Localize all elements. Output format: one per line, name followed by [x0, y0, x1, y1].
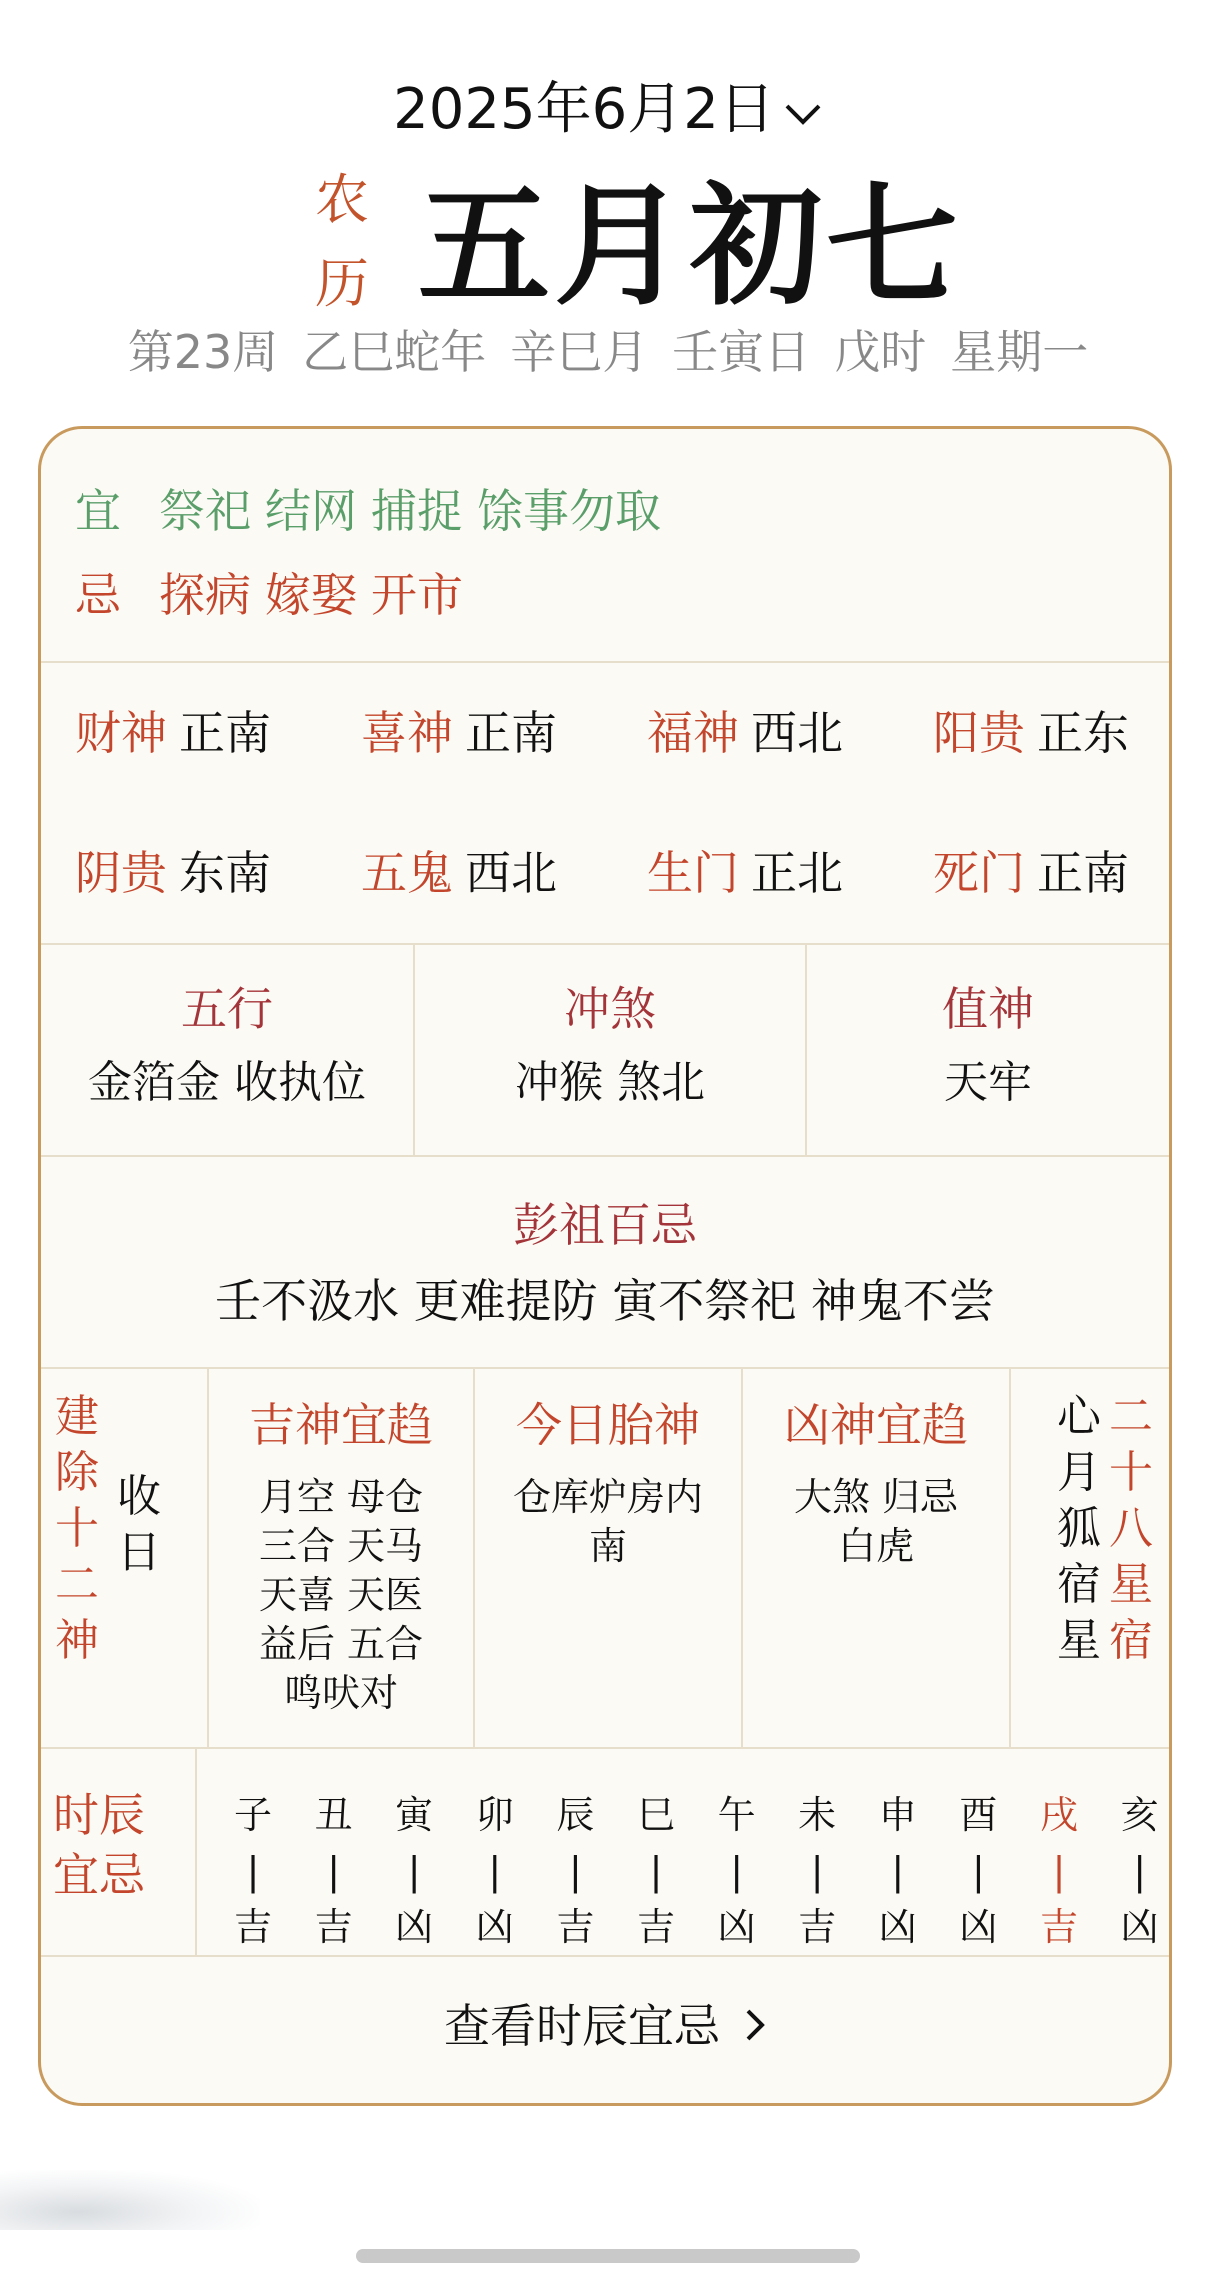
hour-branch: 丑 [314, 1793, 353, 1837]
hour-item-11 [1110, 1787, 1170, 1955]
hour-luck: 吉 [314, 1905, 353, 1949]
hours-label: 时辰 宜忌 [53, 1788, 145, 1902]
hour-item-5 [626, 1787, 686, 1955]
hour-separator: | [246, 1849, 260, 1893]
hour-item-7 [787, 1787, 847, 1955]
divider [413, 945, 415, 1155]
hour-separator: | [568, 1849, 582, 1893]
hour-luck: 凶 [475, 1905, 514, 1949]
hour-item-2 [384, 1787, 444, 1955]
divider [41, 1747, 1169, 1749]
hour-luck: 凶 [717, 1905, 756, 1949]
hour-luck: 吉 [798, 1905, 837, 1949]
ji-item: 开市 [371, 568, 463, 622]
mountain-decoration [0, 2170, 260, 2230]
ji-item: 探病 [159, 568, 251, 622]
hour-item-8 [868, 1787, 928, 1955]
pengzu-value: 壬不汲水 更难提防 寅不祭祀 神鬼不尝 [215, 1274, 995, 1328]
almanac-card [38, 426, 1172, 2106]
hour-branch: 戌 [1039, 1793, 1078, 1837]
ji-row [75, 565, 477, 625]
hour-branch: 巳 [636, 1793, 675, 1837]
week-number: 第23周 [127, 325, 279, 379]
hour-separator: | [407, 1849, 421, 1893]
divider [805, 945, 807, 1155]
lunar-label [308, 158, 376, 326]
hour-item-3 [465, 1787, 525, 1955]
god-wugui: 五鬼 西北 [361, 846, 557, 900]
jishen-list: 月空 母仓 三合 天马 天喜 天医 益后 五合 鸣吠对 [258, 1475, 424, 1715]
hour-branch: 子 [233, 1793, 272, 1837]
jianchu-value: 收 日 [117, 1471, 161, 1578]
yi-item: 结网 [265, 484, 357, 538]
chongsha-title: 冲煞 [564, 982, 656, 1036]
hour-luck: 凶 [878, 1905, 917, 1949]
hour-item-1 [304, 1787, 364, 1955]
hour-luck: 吉 [636, 1905, 675, 1949]
hour-separator: | [327, 1849, 340, 1893]
hour-ganzhi: 戊时 [834, 325, 927, 379]
chevron-down-icon[interactable] [783, 69, 823, 149]
hour-branch: 酉 [959, 1793, 998, 1837]
day-ganzhi: 壬寅日 [672, 325, 811, 379]
taishen-title: 今日胎神 [516, 1398, 700, 1452]
wuxing-value: 金箔金 收执位 [88, 1057, 366, 1108]
month-ganzhi: 辛巳月 [510, 325, 649, 379]
hour-separator: | [810, 1849, 824, 1893]
hour-item-9 [948, 1787, 1008, 1955]
ji-item: 嫁娶 [265, 568, 357, 622]
chongsha-value: 冲猴 煞北 [515, 1057, 705, 1108]
year-ganzhi: 乙巳蛇年 [302, 325, 487, 379]
hour-luck: 吉 [233, 1905, 272, 1949]
hour-separator: | [649, 1849, 663, 1893]
hour-branch: 午 [717, 1793, 756, 1837]
god-fushen: 福神 西北 [647, 706, 843, 760]
jishen-title: 吉神宜趋 [249, 1398, 433, 1452]
solar-date: 2025年6月2日 [393, 77, 775, 142]
hour-branch: 寅 [395, 1793, 434, 1837]
god-yanggui: 阳贵 正东 [933, 706, 1129, 760]
yi-item: 馀事勿取 [477, 484, 661, 538]
hour-item-0 [223, 1787, 283, 1955]
yi-row [75, 481, 675, 541]
xiongshen-list: 大煞 归忌 白虎 [793, 1475, 959, 1568]
ganzhi-row [0, 318, 1216, 386]
god-yingui: 阴贵 东南 [75, 846, 271, 900]
hour-branch: 未 [798, 1793, 837, 1837]
divider [41, 1155, 1169, 1157]
lunar-date: 五月初七 [418, 170, 962, 324]
xingxiu-value: 心 月 狐 宿 星 [1057, 1391, 1101, 1666]
xiongshen-title: 凶神宜趋 [784, 1398, 968, 1452]
hour-branch: 申 [878, 1793, 917, 1837]
zhishen-title: 值神 [942, 982, 1034, 1036]
divider [41, 1367, 1169, 1369]
chevron-right-icon [744, 1992, 766, 2062]
hour-item-6 [707, 1787, 767, 1955]
hour-branch: 亥 [1120, 1793, 1159, 1837]
hour-luck: 凶 [959, 1905, 998, 1949]
hour-branch: 辰 [556, 1793, 595, 1837]
yi-item: 祭祀 [159, 484, 251, 538]
xingxiu-label: 二 十 八 星 宿 [1109, 1391, 1153, 1666]
hour-separator: | [1052, 1849, 1066, 1893]
ji-label: 忌 [75, 568, 121, 622]
hour-separator: | [488, 1849, 502, 1893]
hour-item-4 [545, 1787, 605, 1955]
god-shengmen: 生门 正北 [647, 846, 843, 900]
god-simen: 死门 正南 [933, 846, 1129, 900]
hour-luck: 吉 [556, 1905, 595, 1949]
divider [41, 943, 1169, 945]
lunar-label-top: 农 [315, 168, 369, 231]
hour-luck: 吉 [1039, 1905, 1078, 1949]
date-picker[interactable] [0, 70, 1216, 150]
hour-separator: | [1133, 1849, 1146, 1893]
god-caishen: 财神 正南 [75, 706, 271, 760]
hour-item-10 [1029, 1787, 1089, 1955]
view-hours-button[interactable] [41, 1991, 1169, 2062]
divider [1009, 1369, 1011, 1747]
zhishen-value: 天牢 [944, 1057, 1032, 1108]
divider [41, 661, 1169, 663]
hour-luck: 凶 [395, 1905, 434, 1949]
hour-separator: | [891, 1849, 905, 1893]
wuxing-title: 五行 [181, 982, 273, 1036]
hour-separator: | [971, 1849, 985, 1893]
home-indicator[interactable] [356, 2249, 860, 2263]
yi-item: 捕捉 [371, 484, 463, 538]
divider [41, 1955, 1169, 1957]
jianchu-label: 建 除 十 二 神 [55, 1391, 99, 1666]
hour-branch: 卯 [475, 1793, 514, 1837]
divider [195, 1749, 197, 1955]
god-xishen: 喜神 正南 [361, 706, 557, 760]
hour-separator: | [730, 1849, 743, 1893]
lunar-label-bottom: 历 [315, 252, 369, 315]
weekday: 星期一 [950, 325, 1089, 379]
pengzu-title: 彭祖百忌 [513, 1198, 697, 1252]
taishen-list: 仓库炉房内 南 [512, 1475, 703, 1568]
view-hours-label: 查看时辰宜忌 [444, 1999, 720, 2053]
hour-luck: 凶 [1120, 1905, 1159, 1949]
yi-label: 宜 [75, 484, 121, 538]
